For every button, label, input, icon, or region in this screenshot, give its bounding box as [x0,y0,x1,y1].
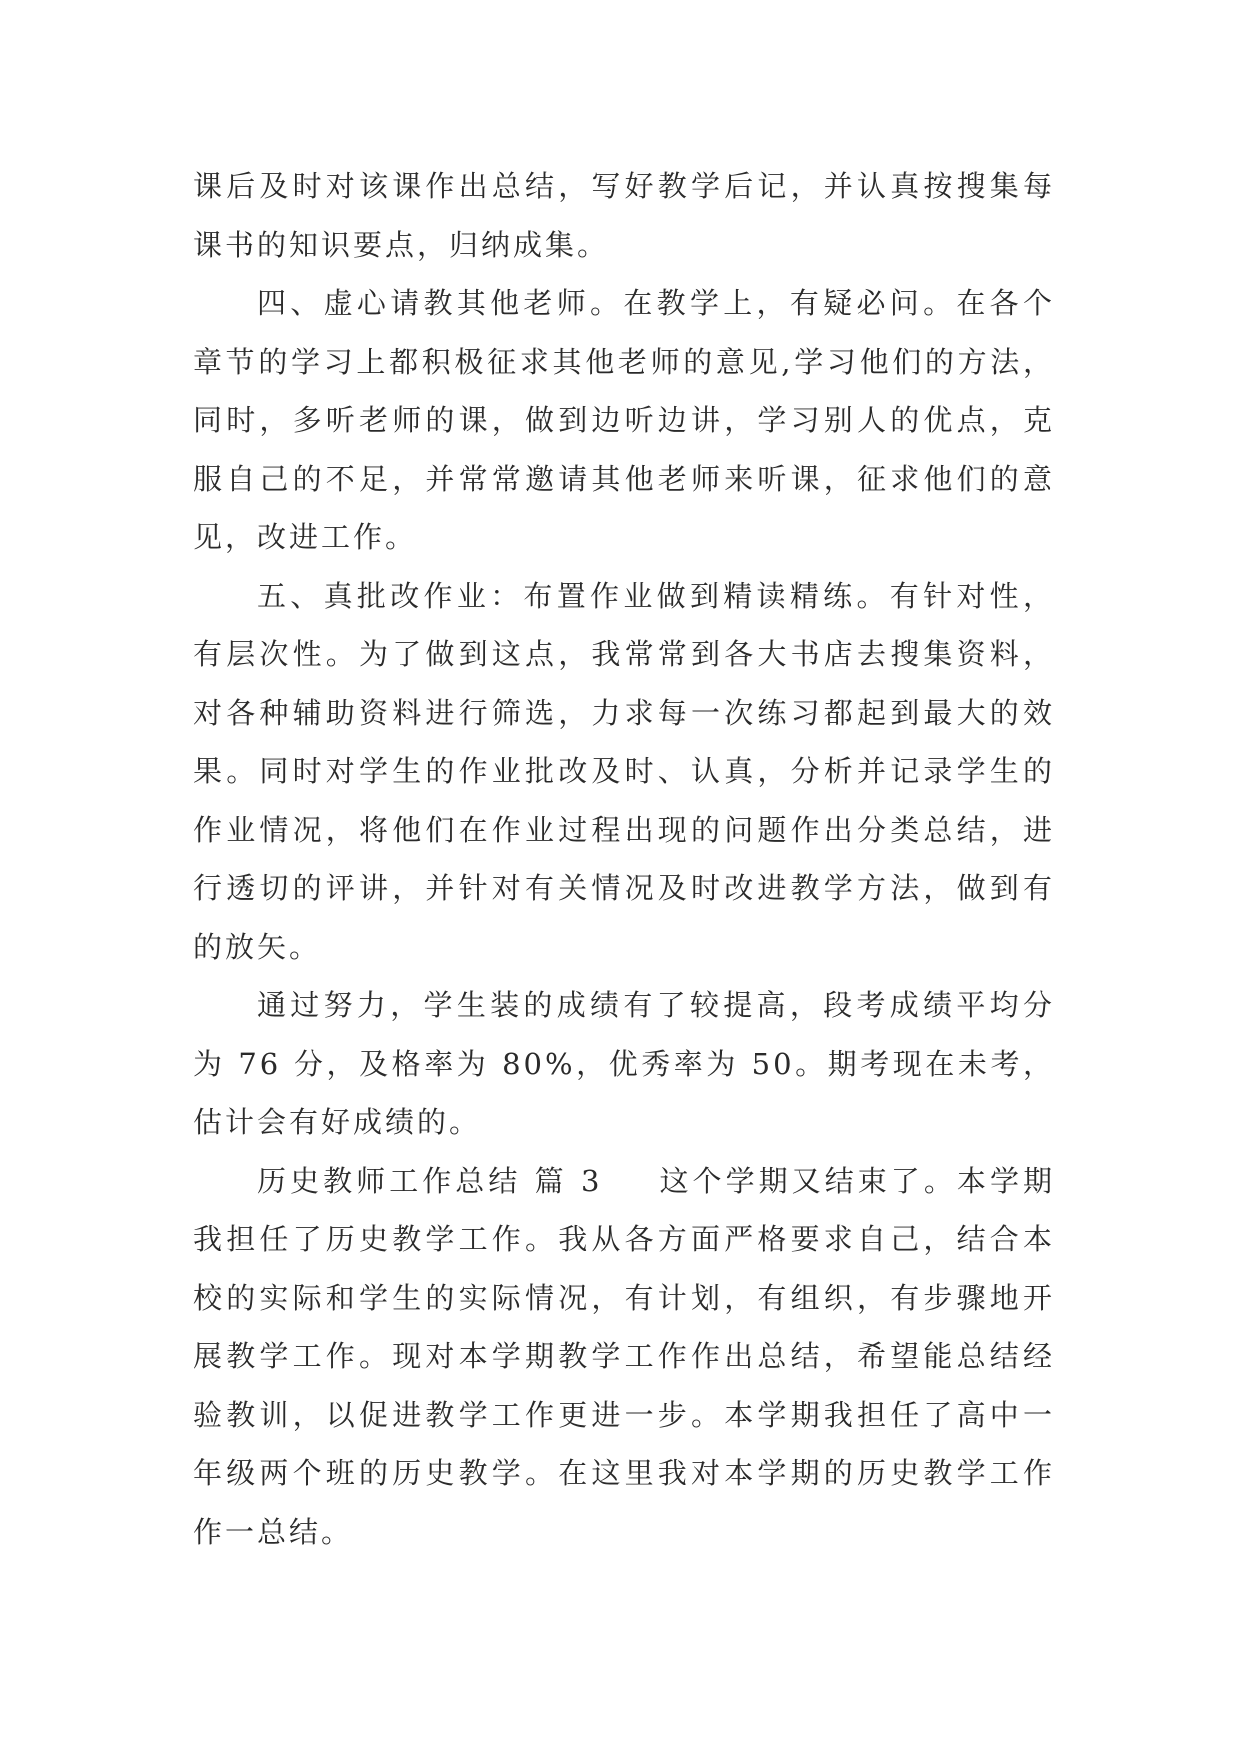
section-heading: 历史教师工作总结 篇 3 [257,1163,603,1198]
paragraph-1: 课后及时对该课作出总结，写好教学后记，并认真按搜集每课书的知识要点，归纳成集。 [193,169,1055,262]
document-body [193,157,1055,1561]
section-body: 这个学期又结束了。本学期我担任了历史教学工作。我从各方面严格要求自己，结合本校的实际和学生的实际情况，有计划，有组织，有步骤地开展教学工作。现对本学期教学工作作出总结，希望能总结经验教训，以促进教学工作更进一步。本学期我担任了高中一年级两个班的历史教学。在这里我对本学期的历史教学工作作一总结。 [193,1163,1055,1549]
section-paragraph [193,1152,1055,1562]
paragraph-3: 五、真批改作业：布置作业做到精读精练。有针对性，有层次性。为了做到这点，我常常到各大书店去搜集资料，对各种辅助资料进行筛选，力求每一次练习都起到最大的效果。同时对学生的作业批改及时、认真，分析并记录学生的作业情况，将他们在作业过程出现的问题作出分类总结，进行透切的评讲，并针对有关情况及时改进教学方法，做到有的放矢。 [193,578,1055,964]
paragraph-4: 通过努力，学生装的成绩有了较提高，段考成绩平均分为 76 分，及格率为 80%，优秀率为 50。期考现在未考，估计会有好成绩的。 [193,988,1055,1139]
paragraph-2: 四、虚心请教其他老师。在教学上，有疑必问。在各个章节的学习上都积极征求其他老师的意见,学习他们的方法，同时，多听老师的课，做到边听边讲，学习别人的优点，克服自己的不足，并常常邀请其他老师来听课，征求他们的意见，改进工作。 [193,286,1055,554]
